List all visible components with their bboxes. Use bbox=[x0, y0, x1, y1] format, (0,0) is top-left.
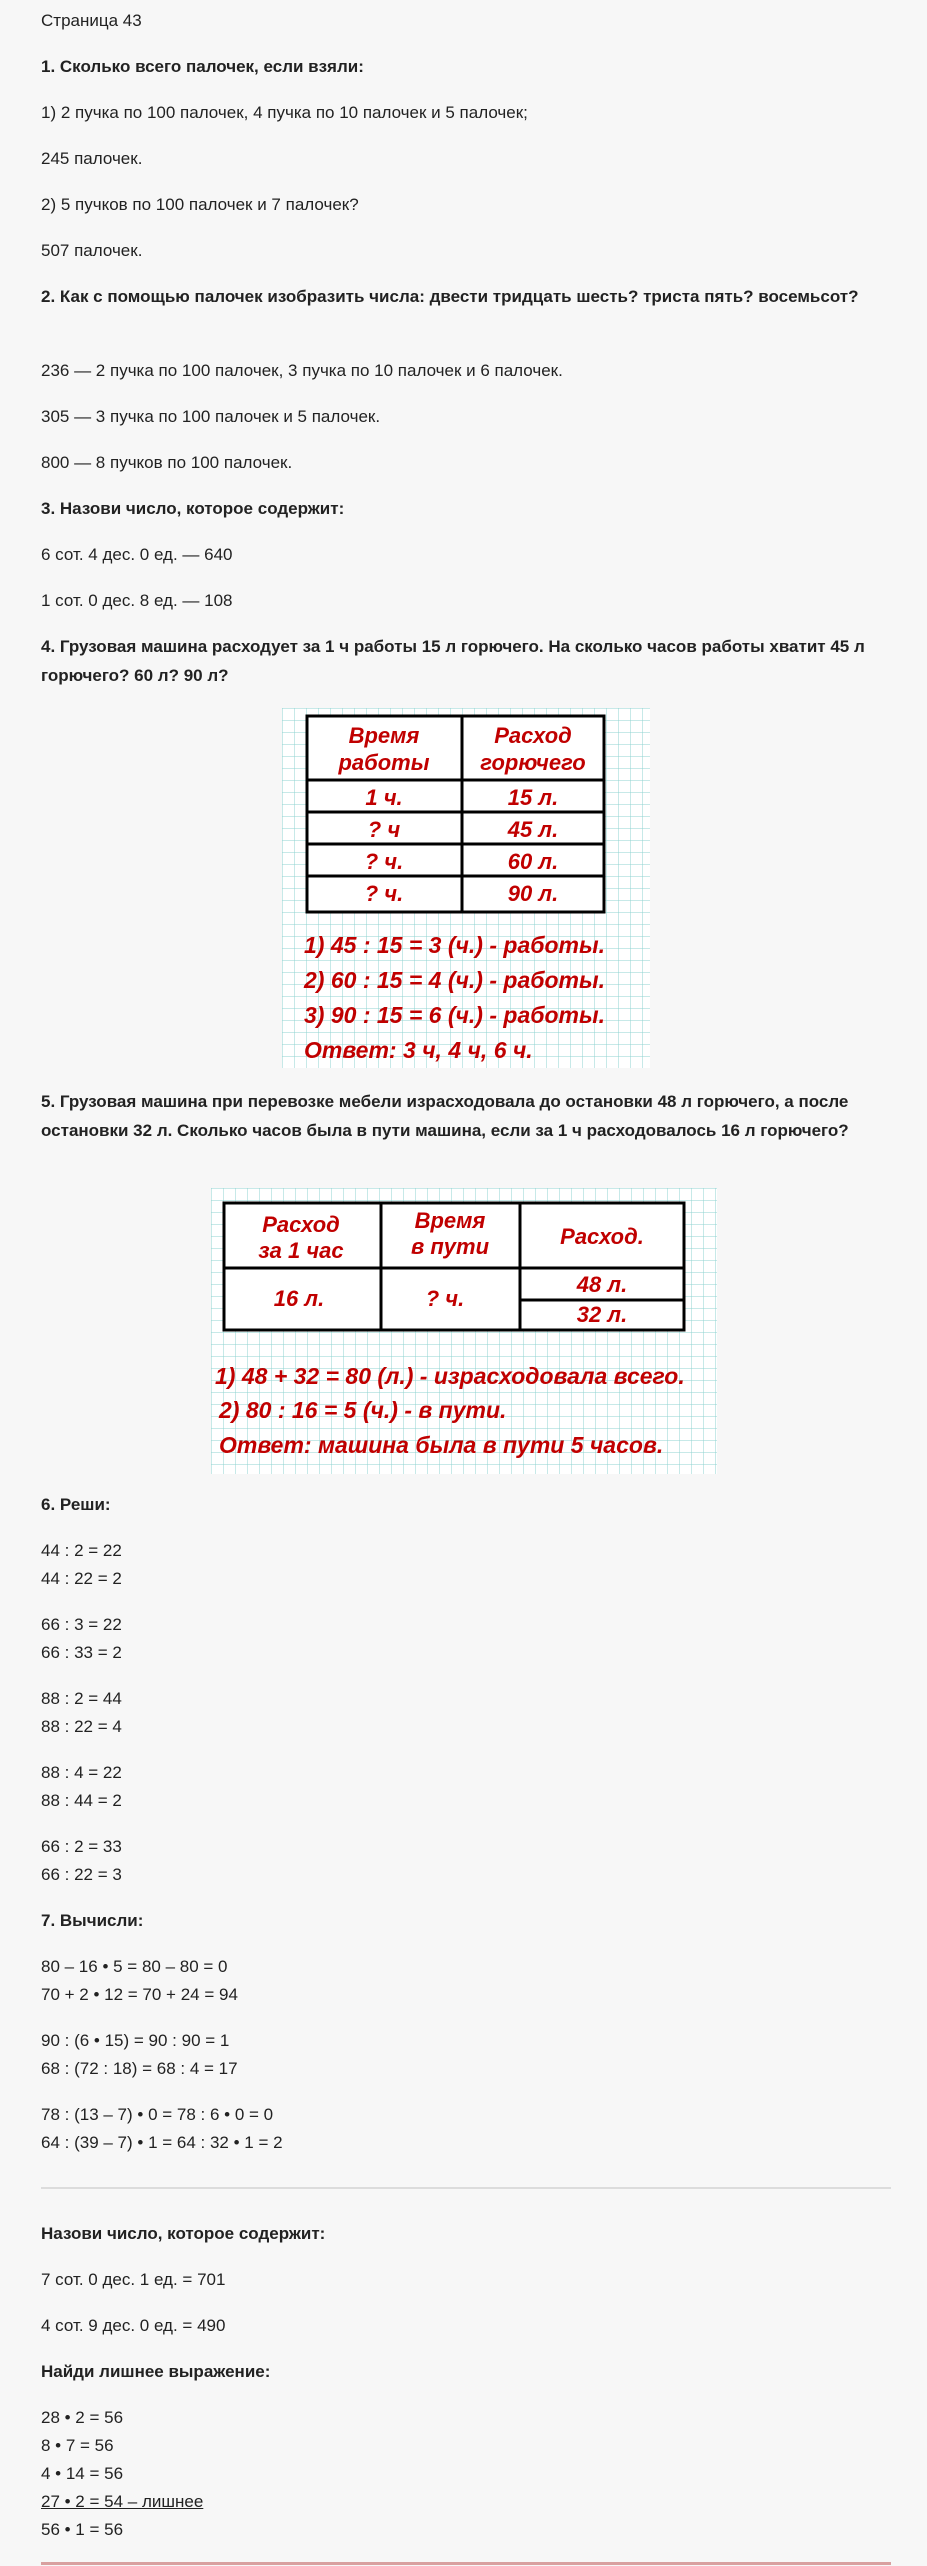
q2-answer-3: 800 — 8 пучков по 100 палочек. bbox=[41, 453, 293, 472]
q7-line: 64 : (39 – 7) • 1 = 64 : 32 • 1 = 2 bbox=[41, 2133, 283, 2152]
q7-line: 80 – 16 • 5 = 80 – 80 = 0 bbox=[41, 1957, 228, 1976]
q7-line: 90 : (6 • 15) = 90 : 90 = 1 bbox=[41, 2031, 230, 2050]
extra1-answer-2: 4 сот. 9 дес. 0 ед. = 490 bbox=[41, 2316, 226, 2335]
q5-figure bbox=[211, 1188, 717, 1474]
q4-head-time-1: Время bbox=[348, 723, 420, 748]
q4-solution-line: 3) 90 : 15 = 6 (ч.) - работы. bbox=[304, 1002, 606, 1028]
q1-line-1: 1) 2 пучка по 100 палочек, 4 пучка по 10 палочек и 5 палочек; bbox=[41, 103, 528, 122]
extra2-line: 56 • 1 = 56 bbox=[41, 2520, 124, 2539]
q4-cell: 45 л. bbox=[507, 817, 559, 842]
q2-answer-1: 236 — 2 пучка по 100 палочек, 3 пучка по 10 палочек и 6 палочек. bbox=[41, 361, 563, 380]
extra1-answer-1: 7 сот. 0 дес. 1 ед. = 701 bbox=[41, 2270, 226, 2289]
bottom-border bbox=[41, 2562, 891, 2565]
q5-head-rate-2: за 1 час bbox=[258, 1238, 344, 1263]
q6-line: 88 : 2 = 44 bbox=[41, 1689, 122, 1708]
q4-cell: ? ч bbox=[367, 817, 401, 842]
q4-answer: Ответ: 3 ч, 4 ч, 6 ч. bbox=[304, 1037, 533, 1063]
q5-solution-line: 2) 80 : 16 = 5 (ч.) - в пути. bbox=[219, 1397, 507, 1423]
q3-answer-1: 6 сот. 4 дес. 0 ед. — 640 bbox=[41, 545, 233, 564]
q6-line: 88 : 22 = 4 bbox=[41, 1717, 122, 1736]
q5-head-rate-1: Расход bbox=[262, 1212, 340, 1237]
q5-solution-line: 1) 48 + 32 = 80 (л.) - израсходовала всего. bbox=[215, 1363, 685, 1389]
q4-figure bbox=[282, 708, 650, 1068]
extra2-line: 4 • 14 = 56 bbox=[41, 2464, 124, 2483]
extra2-odd-line: 27 • 2 = 54 – лишнее bbox=[41, 2492, 204, 2511]
q6-title: 6. Реши: bbox=[41, 1495, 111, 1514]
q6-line: 66 : 22 = 3 bbox=[41, 1865, 122, 1884]
q1-title: 1. Сколько всего палочек, если взяли: bbox=[41, 57, 364, 76]
extra1-title: Назови число, которое содержит: bbox=[41, 2224, 326, 2243]
q6-line: 66 : 3 = 22 bbox=[41, 1615, 122, 1634]
q6-line: 88 : 44 = 2 bbox=[41, 1791, 122, 1810]
q4-cell: 15 л. bbox=[507, 785, 559, 810]
q3-title: 3. Назови число, которое содержит: bbox=[41, 499, 345, 518]
q4-head-fuel-2: горючего bbox=[480, 750, 586, 775]
q4-cell: 1 ч. bbox=[365, 785, 403, 810]
q6-line: 44 : 22 = 2 bbox=[41, 1569, 122, 1588]
extra2-title: Найди лишнее выражение: bbox=[41, 2362, 271, 2381]
q1-answer-2: 507 палочек. bbox=[41, 241, 143, 260]
q5-head-fuel: Расход. bbox=[560, 1224, 644, 1249]
q2-title: 2. Как с помощью палочек изобразить числа: двести тридцать шесть? триста пять? восемьсот? bbox=[41, 287, 859, 306]
q6-line: 44 : 2 = 22 bbox=[41, 1541, 122, 1560]
q6-line: 88 : 4 = 22 bbox=[41, 1763, 122, 1782]
q4-cell: 90 л. bbox=[507, 881, 559, 906]
section-divider bbox=[41, 2187, 891, 2189]
q5-head-time-2: в пути bbox=[410, 1234, 490, 1259]
q1-line-2: 2) 5 пучков по 100 палочек и 7 палочек? bbox=[41, 195, 359, 214]
page-label: Страница 43 bbox=[41, 11, 142, 30]
extra2-line: 28 • 2 = 56 bbox=[41, 2408, 124, 2427]
q6-line: 66 : 2 = 33 bbox=[41, 1837, 122, 1856]
q5-cell: 16 л. bbox=[273, 1286, 325, 1311]
q4-solution-line: 2) 60 : 15 = 4 (ч.) - работы. bbox=[304, 967, 606, 993]
q4-head-fuel-1: Расход bbox=[494, 723, 572, 748]
q5-cell: 48 л. bbox=[576, 1272, 628, 1297]
q4-cell: 60 л. bbox=[507, 849, 559, 874]
q1-answer-1: 245 палочек. bbox=[41, 149, 143, 168]
q5-answer: Ответ: машина была в пути 5 часов. bbox=[219, 1432, 664, 1458]
q7-line: 78 : (13 – 7) • 0 = 78 : 6 • 0 = 0 bbox=[41, 2105, 274, 2124]
q7-line: 68 : (72 : 18) = 68 : 4 = 17 bbox=[41, 2059, 238, 2078]
q4-solution-line: 1) 45 : 15 = 3 (ч.) - работы. bbox=[304, 932, 606, 958]
q7-title: 7. Вычисли: bbox=[41, 1911, 144, 1930]
q4-head-time-2: работы bbox=[338, 750, 430, 775]
extra2-line: 8 • 7 = 56 bbox=[41, 2436, 114, 2455]
q5-cell: ? ч. bbox=[425, 1286, 465, 1311]
q2-answer-2: 305 — 3 пучка по 100 палочек и 5 палочек. bbox=[41, 407, 381, 426]
q4-cell: ? ч. bbox=[364, 881, 404, 906]
q4-cell: ? ч. bbox=[364, 849, 404, 874]
q7-line: 70 + 2 • 12 = 70 + 24 = 94 bbox=[41, 1985, 238, 2004]
q3-answer-2: 1 сот. 0 дес. 8 ед. — 108 bbox=[41, 591, 233, 610]
q5-title: 5. Грузовая машина при перевозке мебели израсходовала до остановки 48 л горючего, а после остановки 32 л. Сколько часов была в пути машина, если за 1 ч расходовалось 16 л горючего? bbox=[41, 1092, 849, 1140]
q6-line: 66 : 33 = 2 bbox=[41, 1643, 122, 1662]
q5-head-time-1: Время bbox=[414, 1208, 486, 1233]
q4-title: 4. Грузовая машина расходует за 1 ч работы 15 л горючего. На сколько часов работы хватит 45 л горючего? 60 л? 90 л? bbox=[41, 637, 865, 685]
q5-cell: 32 л. bbox=[576, 1302, 628, 1327]
